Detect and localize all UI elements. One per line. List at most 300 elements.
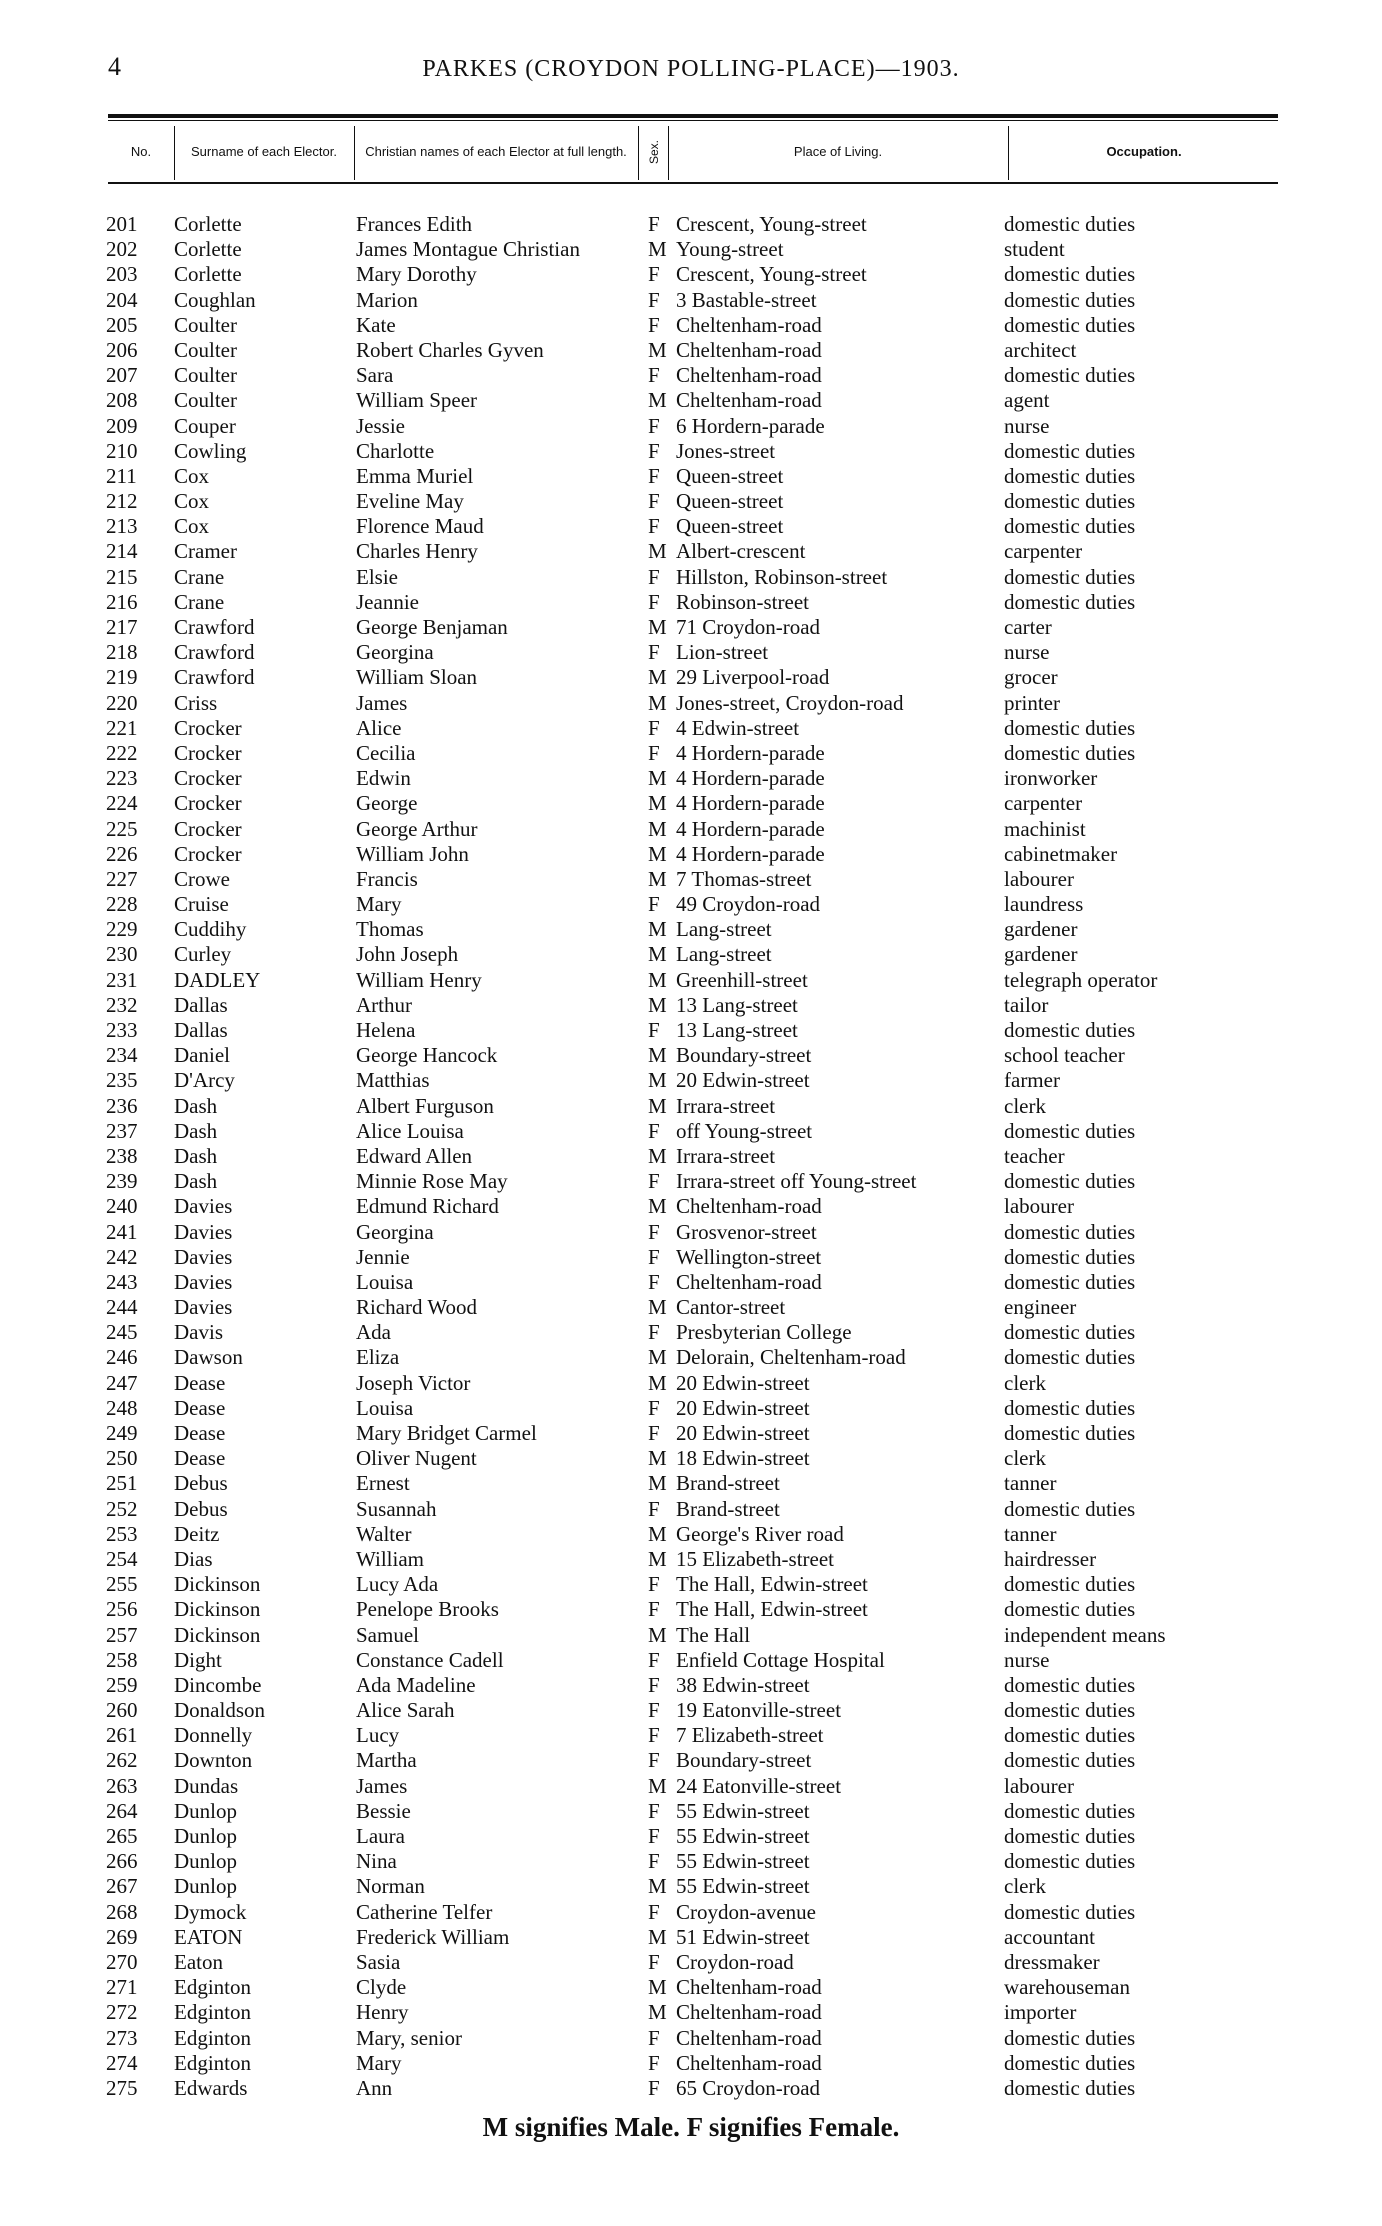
place-of-living: 29 Liverpool-road [676, 665, 830, 690]
occupation: domestic duties [1004, 489, 1136, 514]
table-row [0, 942, 1382, 967]
entry-number: 224 [106, 791, 138, 816]
surname: Davies [174, 1269, 233, 1294]
place-of-living: 4 Hordern-parade [676, 740, 825, 765]
surname: Davies [174, 1194, 233, 1219]
header-occupation: Occupation. [1106, 144, 1182, 159]
table-row [0, 539, 1382, 564]
entry-number: 234 [106, 1043, 138, 1068]
table-row [0, 565, 1382, 590]
place-of-living: Wellington-street [676, 1244, 822, 1269]
table-row [0, 1900, 1382, 1925]
place-of-living: Irrara-street [676, 1093, 776, 1118]
place-of-living: 20 Edwin-street [676, 1068, 810, 1093]
table-row [0, 1119, 1382, 1144]
surname: Edginton [174, 2000, 251, 2025]
table-row [0, 817, 1382, 842]
entry-number: 218 [106, 640, 138, 665]
place-of-living: 3 Bastable-street [676, 287, 817, 312]
place-of-living: The Hall, Edwin-street [676, 1597, 868, 1622]
sex: F [648, 1597, 660, 1622]
entry-number: 208 [106, 388, 138, 413]
occupation: domestic duties [1004, 212, 1136, 236]
entry-number: 248 [106, 1395, 138, 1420]
christian-names: James Montague Christian [356, 237, 580, 262]
entry-number: 228 [106, 892, 138, 917]
occupation: domestic duties [1004, 363, 1136, 388]
surname: Davies [174, 1295, 233, 1320]
christian-names: Florence Maud [356, 514, 484, 539]
surname: Dight [174, 1647, 222, 1672]
place-of-living: The Hall [676, 1622, 751, 1647]
occupation: farmer [1004, 1068, 1060, 1093]
entry-number: 252 [106, 1496, 138, 1521]
entry-number: 235 [106, 1068, 138, 1093]
surname: Corlette [174, 237, 242, 262]
header-sex-cell [640, 124, 668, 180]
header-rule [108, 182, 1278, 184]
surname: Curley [174, 942, 232, 967]
occupation: domestic duties [1004, 1421, 1136, 1445]
entry-number: 230 [106, 942, 138, 967]
christian-names: Edward Allen [356, 1143, 473, 1168]
sex: F [648, 1320, 660, 1345]
header-surname: Surname of each Elector. [191, 144, 337, 159]
table-row [0, 1648, 1382, 1673]
occupation: warehouseman [1004, 1975, 1130, 2000]
sex: M [648, 1043, 667, 1068]
place-of-living: 6 Hordern-parade [676, 413, 825, 438]
entry-number: 255 [106, 1572, 138, 1597]
entry-number: 254 [106, 1546, 138, 1571]
table-row [0, 1849, 1382, 1874]
christian-names: Edwin [356, 766, 411, 791]
surname: Cox [174, 514, 210, 539]
place-of-living: Croydon-avenue [676, 1899, 816, 1924]
column-divider [174, 126, 175, 180]
place-of-living: Young-street [676, 237, 784, 262]
sex: F [648, 262, 660, 287]
entry-number: 237 [106, 1118, 138, 1143]
christian-names: Lucy Ada [356, 1572, 439, 1597]
christian-names: Mary Bridget Carmel [356, 1421, 537, 1445]
place-of-living: 55 Edwin-street [676, 1824, 810, 1848]
entry-number: 217 [106, 615, 138, 639]
sex: F [648, 1899, 660, 1924]
christian-names: Thomas [356, 917, 424, 942]
surname: Dunlop [174, 1824, 237, 1848]
place-of-living: Crescent, Young-street [676, 262, 867, 287]
sex: M [648, 1093, 667, 1118]
sex: F [648, 564, 660, 589]
entry-number: 273 [106, 2025, 138, 2050]
place-of-living: 20 Edwin-street [676, 1421, 810, 1445]
christian-names: Louisa [356, 1395, 414, 1420]
table-row [0, 741, 1382, 766]
surname: Dallas [174, 1018, 228, 1042]
christian-names: Kate [356, 312, 396, 337]
place-of-living: Croydon-road [676, 1949, 794, 1974]
christian-names: Louisa [356, 1269, 414, 1294]
surname: Dawson [174, 1345, 243, 1370]
christian-names: Martha [356, 1748, 417, 1773]
place-of-living: Irrara-street [676, 1143, 776, 1168]
table-row [0, 2026, 1382, 2051]
place-of-living: Cheltenham-road [676, 337, 822, 362]
surname: Edginton [174, 1975, 251, 2000]
place-of-living: Delorain, Cheltenham-road [676, 1345, 906, 1370]
christian-names: Frederick William [356, 1924, 510, 1949]
surname: Deitz [174, 1521, 220, 1546]
entry-number: 216 [106, 589, 138, 614]
entry-number: 243 [106, 1269, 138, 1294]
table-row [0, 464, 1382, 489]
occupation: domestic duties [1004, 463, 1136, 488]
surname: Corlette [174, 262, 242, 287]
entry-number: 250 [106, 1446, 138, 1471]
occupation: domestic duties [1004, 1018, 1136, 1042]
place-of-living: Lang-street [676, 917, 772, 942]
occupation: tanner [1004, 1471, 1057, 1496]
top-rule-thin [108, 120, 1278, 121]
place-of-living: off Young-street [676, 1118, 813, 1143]
sex: M [648, 665, 667, 690]
table-row [0, 1698, 1382, 1723]
occupation: domestic duties [1004, 715, 1136, 740]
occupation: nurse [1004, 413, 1050, 438]
occupation: carpenter [1004, 791, 1083, 816]
place-of-living: Cheltenham-road [676, 1975, 822, 2000]
occupation: telegraph operator [1004, 967, 1158, 992]
place-of-living: Cantor-street [676, 1295, 786, 1320]
table-row [0, 262, 1382, 287]
table-row [0, 1748, 1382, 1773]
entry-number: 263 [106, 1773, 138, 1798]
entry-number: 220 [106, 690, 138, 715]
occupation: clerk [1004, 1446, 1046, 1471]
table-row [0, 1421, 1382, 1446]
sex: F [648, 740, 660, 765]
sex: M [648, 615, 667, 639]
christian-names: Alice [356, 715, 402, 740]
table-row [0, 237, 1382, 262]
occupation: domestic duties [1004, 2025, 1136, 2050]
surname: Dundas [174, 1773, 239, 1798]
sex: M [648, 1345, 667, 1370]
christian-names: Helena [356, 1018, 416, 1042]
occupation: clerk [1004, 1370, 1046, 1395]
christian-names: Arthur [356, 992, 412, 1017]
occupation: domestic duties [1004, 514, 1136, 539]
place-of-living: 49 Croydon-road [676, 892, 821, 917]
place-of-living: Greenhill-street [676, 967, 808, 992]
sex: M [648, 1471, 667, 1496]
place-of-living: Queen-street [676, 489, 784, 514]
entry-number: 260 [106, 1698, 138, 1723]
place-of-living: Boundary-street [676, 1043, 812, 1068]
occupation: domestic duties [1004, 589, 1136, 614]
christian-names: George Arthur [356, 816, 478, 841]
sex: M [648, 1874, 667, 1899]
surname: Dymock [174, 1899, 247, 1924]
surname: Dias [174, 1546, 213, 1571]
christian-names: Frances Edith [356, 212, 473, 236]
surname: Dash [174, 1093, 218, 1118]
christian-names: John Joseph [356, 942, 459, 967]
place-of-living: 65 Croydon-road [676, 2075, 821, 2100]
sex: F [648, 1798, 660, 1823]
surname: Dash [174, 1118, 218, 1143]
entry-number: 261 [106, 1723, 138, 1748]
surname: D'Arcy [174, 1068, 235, 1093]
christian-names: Penelope Brooks [356, 1597, 499, 1622]
surname: Dincombe [174, 1672, 262, 1697]
entry-number: 214 [106, 539, 138, 564]
christian-names: William Henry [356, 967, 482, 992]
occupation: domestic duties [1004, 1723, 1136, 1748]
occupation: domestic duties [1004, 312, 1136, 337]
top-rule [108, 114, 1278, 118]
table-row [0, 338, 1382, 363]
table-row [0, 867, 1382, 892]
sex: M [648, 237, 667, 262]
table-row [0, 1018, 1382, 1043]
entry-number: 212 [106, 489, 138, 514]
surname: Crawford [174, 640, 255, 665]
place-of-living: Brand-street [676, 1471, 780, 1496]
surname: Crocker [174, 791, 242, 816]
sex: F [648, 640, 660, 665]
table-row [0, 363, 1382, 388]
entry-number: 256 [106, 1597, 138, 1622]
place-of-living: Presbyterian College [676, 1320, 852, 1345]
place-of-living: Cheltenham-road [676, 2000, 822, 2025]
entry-number: 242 [106, 1244, 138, 1269]
surname: Donnelly [174, 1723, 253, 1748]
entry-number: 253 [106, 1521, 138, 1546]
christian-names: Matthias [356, 1068, 430, 1093]
occupation: accountant [1004, 1924, 1095, 1949]
place-of-living: Cheltenham-road [676, 1269, 822, 1294]
surname: Coulter [174, 388, 237, 413]
christian-names: Henry [356, 2000, 409, 2025]
sex: M [648, 866, 667, 891]
christian-names: Eliza [356, 1345, 400, 1370]
occupation: domestic duties [1004, 1395, 1136, 1420]
surname: Daniel [174, 1043, 230, 1068]
occupation: domestic duties [1004, 1824, 1136, 1848]
sex: F [648, 2025, 660, 2050]
place-of-living: Cheltenham-road [676, 388, 822, 413]
occupation: domestic duties [1004, 2050, 1136, 2075]
occupation: domestic duties [1004, 262, 1136, 287]
christian-names: Oliver Nugent [356, 1446, 477, 1471]
occupation: domestic duties [1004, 1118, 1136, 1143]
occupation: cabinetmaker [1004, 841, 1118, 866]
entry-number: 231 [106, 967, 138, 992]
surname: Criss [174, 690, 218, 715]
table-row [0, 842, 1382, 867]
sex: F [648, 1672, 660, 1697]
christian-names: Minnie Rose May [356, 1169, 508, 1194]
occupation: carter [1004, 615, 1052, 639]
surname: Cox [174, 463, 210, 488]
christian-names: Alice Louisa [356, 1118, 464, 1143]
entry-number: 227 [106, 866, 138, 891]
christian-names: William [356, 1546, 424, 1571]
entry-number: 251 [106, 1471, 138, 1496]
place-of-living: 7 Elizabeth-street [676, 1723, 824, 1748]
occupation: domestic duties [1004, 438, 1136, 463]
sex: F [648, 1219, 660, 1244]
christian-names: Mary [356, 892, 402, 917]
table-row [0, 1623, 1382, 1648]
christian-names: Lucy [356, 1723, 400, 1748]
sex: F [648, 1018, 660, 1042]
christian-names: Mary Dorothy [356, 262, 477, 287]
christian-names: James [356, 690, 408, 715]
sex: F [648, 438, 660, 463]
table-row [0, 968, 1382, 993]
christian-names: Walter [356, 1521, 412, 1546]
sex: F [648, 1949, 660, 1974]
table-row [0, 1975, 1382, 2000]
occupation: labourer [1004, 866, 1074, 891]
surname: Coulter [174, 312, 237, 337]
table-row [0, 1950, 1382, 1975]
occupation: nurse [1004, 1647, 1050, 1672]
place-of-living: 55 Edwin-street [676, 1798, 810, 1823]
table-row [0, 1522, 1382, 1547]
sex: F [648, 1496, 660, 1521]
sex: M [648, 1546, 667, 1571]
christian-names: George Benjaman [356, 615, 508, 639]
place-of-living: Robinson-street [676, 589, 809, 614]
entry-number: 232 [106, 992, 138, 1017]
occupation: domestic duties [1004, 1899, 1136, 1924]
place-of-living: The Hall, Edwin-street [676, 1572, 868, 1597]
christian-names: Clyde [356, 1975, 407, 2000]
sex: F [648, 1572, 660, 1597]
place-of-living: 20 Edwin-street [676, 1370, 810, 1395]
occupation: agent [1004, 388, 1050, 413]
table-row [0, 1396, 1382, 1421]
table-row [0, 313, 1382, 338]
place-of-living: 71 Croydon-road [676, 615, 821, 639]
table-row [0, 1774, 1382, 1799]
table-row [0, 1068, 1382, 1093]
occupation: gardener [1004, 942, 1078, 967]
christian-names: Samuel [356, 1622, 419, 1647]
entry-number: 267 [106, 1874, 138, 1899]
christian-names: Richard Wood [356, 1295, 477, 1320]
surname: Dash [174, 1169, 218, 1194]
sex: F [648, 489, 660, 514]
surname: Dease [174, 1395, 226, 1420]
sex: M [648, 841, 667, 866]
entry-number: 258 [106, 1647, 138, 1672]
sex: F [648, 1824, 660, 1848]
table-row [0, 1471, 1382, 1496]
surname: Eaton [174, 1949, 223, 1974]
table-row [0, 1597, 1382, 1622]
elector-list [0, 212, 1382, 2101]
entry-number: 262 [106, 1748, 138, 1773]
sex: M [648, 917, 667, 942]
occupation: gardener [1004, 917, 1078, 942]
table-row [0, 1345, 1382, 1370]
sex: F [648, 1118, 660, 1143]
column-divider [1008, 126, 1009, 180]
occupation: domestic duties [1004, 1345, 1136, 1370]
table-row [0, 1673, 1382, 1698]
entry-number: 202 [106, 237, 138, 262]
place-of-living: Lang-street [676, 942, 772, 967]
place-of-living: Jones-street, Croydon-road [676, 690, 904, 715]
occupation: domestic duties [1004, 1748, 1136, 1773]
sex: M [648, 1446, 667, 1471]
entry-number: 249 [106, 1421, 138, 1445]
christian-names: Mary, senior [356, 2025, 462, 2050]
christian-names: George Hancock [356, 1043, 498, 1068]
header-no: No. [130, 144, 152, 159]
table-row [0, 1144, 1382, 1169]
table-row [0, 640, 1382, 665]
place-of-living: 20 Edwin-street [676, 1395, 810, 1420]
occupation: domestic duties [1004, 287, 1136, 312]
surname: Crane [174, 589, 225, 614]
table-row [0, 1572, 1382, 1597]
sex: F [648, 892, 660, 917]
place-of-living: 13 Lang-street [676, 992, 798, 1017]
sex: F [648, 2075, 660, 2100]
place-of-living: 13 Lang-street [676, 1018, 798, 1042]
place-of-living: Cheltenham-road [676, 2025, 822, 2050]
occupation: domestic duties [1004, 1496, 1136, 1521]
christian-names: George [356, 791, 418, 816]
sex: F [648, 363, 660, 388]
page-header [0, 52, 1382, 92]
occupation: domestic duties [1004, 1169, 1136, 1194]
surname: Davis [174, 1320, 223, 1345]
sex: M [648, 1295, 667, 1320]
table-row [0, 1245, 1382, 1270]
christian-names: Georgina [356, 640, 434, 665]
surname: Crocker [174, 740, 242, 765]
surname: Cox [174, 489, 210, 514]
entry-number: 268 [106, 1899, 138, 1924]
place-of-living: Brand-street [676, 1496, 780, 1521]
table-row [0, 514, 1382, 539]
surname: Crocker [174, 816, 242, 841]
entry-number: 257 [106, 1622, 138, 1647]
entry-number: 236 [106, 1093, 138, 1118]
place-of-living: Queen-street [676, 514, 784, 539]
table-row [0, 489, 1382, 514]
table-row [0, 1194, 1382, 1219]
occupation: teacher [1004, 1143, 1065, 1168]
surname: Couper [174, 413, 236, 438]
place-of-living: Grosvenor-street [676, 1219, 817, 1244]
entry-number: 210 [106, 438, 138, 463]
entry-number: 219 [106, 665, 138, 690]
entry-number: 215 [106, 564, 138, 589]
christian-names: Alice Sarah [356, 1698, 455, 1723]
surname: Crowe [174, 866, 230, 891]
occupation: domestic duties [1004, 1672, 1136, 1697]
sex: F [648, 212, 660, 236]
christian-names: Ada [356, 1320, 391, 1345]
